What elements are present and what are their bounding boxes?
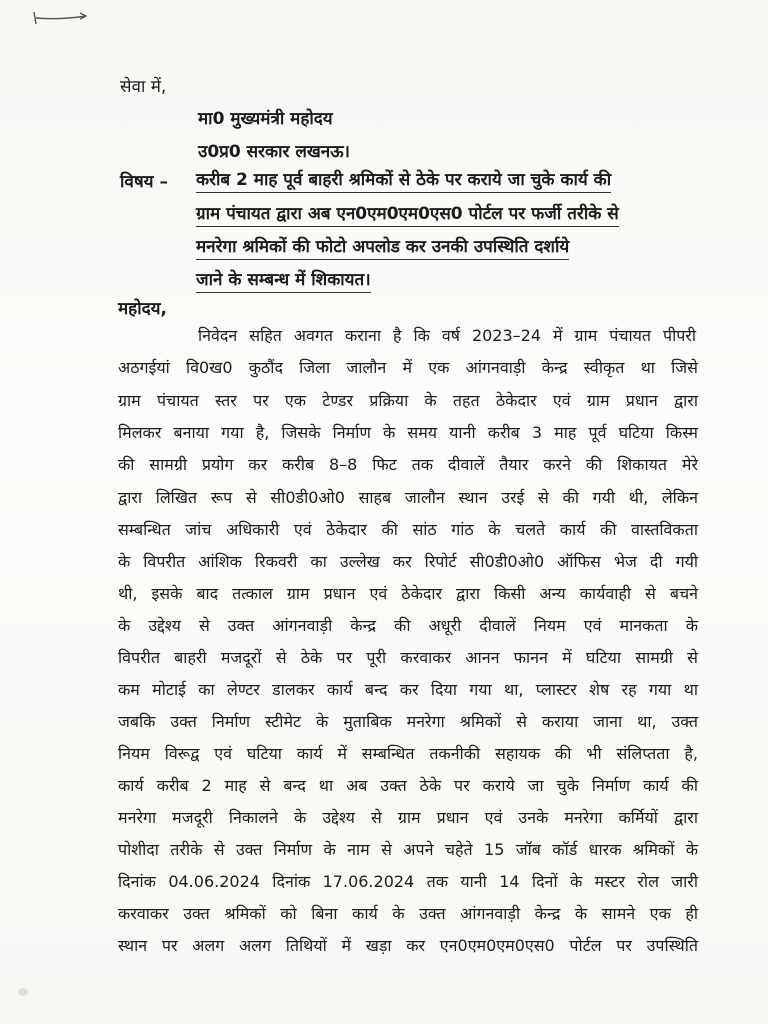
subject-line: ग्राम पंचायत द्वारा अब एन0एम0एम0एस0 पोर्टल पर फर्जी तरीके से [196, 201, 619, 227]
body-line: कार्य करीब 2 माह से बन्द था अब उक्त ठेके पर कराये जा चुके निर्माण कार्य की [118, 776, 698, 795]
body-line: पोशीदा तरीके से उक्त निर्माण के नाम से अपने चहेते 15 जॉब कॉर्ड धारक श्रमिकों के [118, 840, 698, 859]
body-line: विपरीत बाहरी मजदूरों से ठेके पर पूरी करवाकर आनन फानन में घटिया सामग्री से [118, 648, 698, 667]
body-line: मनरेगा मजदूरी निकालने के उद्देश्य से ग्राम प्रधान एवं उनके मनरेगा कर्मियों द्वारा [118, 808, 698, 827]
subject-label: विषय – [120, 172, 168, 192]
body-line: जबकि उक्त निर्माण स्टीमेट के मुताबिक मनरेगा श्रमिकों से कराया जाना था, उक्त [118, 712, 698, 731]
body-line: दिनांक 04.06.2024 दिनांक 17.06.2024 तक यानी 14 दिनों के मस्टर रोल जारी [118, 872, 698, 891]
body-line: थी, इसके बाद तत्काल ग्राम प्रधान एवं ठेकेदार द्वारा किसी अन्य कार्यवाही से बचने [118, 584, 698, 603]
body-line: करवाकर उक्त श्रमिकों को बिना कार्य के उक्त आंगनवाड़ी केन्द्र के सामने एक ही [118, 904, 698, 923]
body-line: स्थान पर अलग अलग तिथियों में खड़ा कर एन0एम0एम0एस0 पोर्टल पर उपस्थिति [118, 936, 698, 955]
body-line: द्वारा लिखित रूप से सी0डी0ओ0 साहब जालौन स्थान उरई से की गयी थी, लेकिन [118, 488, 698, 507]
body-line: ग्राम पंचायत स्तर पर एक टेण्डर प्रक्रिया के तहत ठेकेदार एवं ग्राम प्रधान द्वारा [118, 391, 698, 410]
staple-mark-icon [30, 4, 90, 30]
body-line: निवेदन सहित अवगत कराना है कि वर्ष 2023–24 में ग्राम पंचायत पीपरी [198, 326, 696, 345]
body-line: के विपरीत आंशिक रिकवरी का उल्लेख कर रिपोर्ट सी0डी0ओ0 ऑफिस भेज दी गयी [118, 552, 698, 571]
greeting: महोदय, [118, 299, 167, 319]
body-line: की सामग्री प्रयोग कर करीब 8–8 फिट तक दीवालें तैयार करने की शिकायत मेरे [118, 455, 698, 474]
subject-line: जाने के सम्बन्ध में शिकायत। [196, 267, 371, 293]
salutation: सेवा में, [120, 77, 167, 97]
body-line: नियम विरूद्व एवं घटिया कार्य में सम्बन्धित तकनीकी सहायक की भी संलिप्तता है, [118, 744, 698, 763]
body-line: कम मोटाई का लेण्टर डालकर कार्य बन्द कर दिया गया था, प्लास्टर शेष रह गया था [118, 680, 698, 699]
body-line: के उद्देश्य से उक्त आंगनवाड़ी केन्द्र की अधूरी दीवालें नियम एवं मानकता के [118, 616, 698, 635]
subject-line: करीब 2 माह पूर्व बाहरी श्रमिकों से ठेके पर कराये जा चुके कार्य की [196, 167, 611, 193]
paper-smudge [18, 988, 28, 996]
body-line: मिलकर बनाया गया है, जिसके निर्माण के समय यानी करीब 3 माह पूर्व घटिया किस्म [118, 423, 698, 442]
addressee-line: मा0 मुख्यमंत्री महोदय [198, 109, 333, 129]
addressee-line: उ0प्र0 सरकार लखनऊ। [198, 142, 350, 162]
subject-line: मनरेगा श्रमिकों की फोटो अपलोड कर उनकी उपस्थिति दर्शाये [196, 234, 569, 260]
body-line: सम्बन्धित जांच अधिकारी एवं ठेकेदार की सांठ गांठ के चलते कार्य की वास्तविकता [118, 520, 698, 539]
body-line: अठगईयां वि0ख0 कुठौंद जिला जालौन में एक आंगनवाड़ी केन्द्र स्वीकृत था जिसे [118, 358, 698, 377]
